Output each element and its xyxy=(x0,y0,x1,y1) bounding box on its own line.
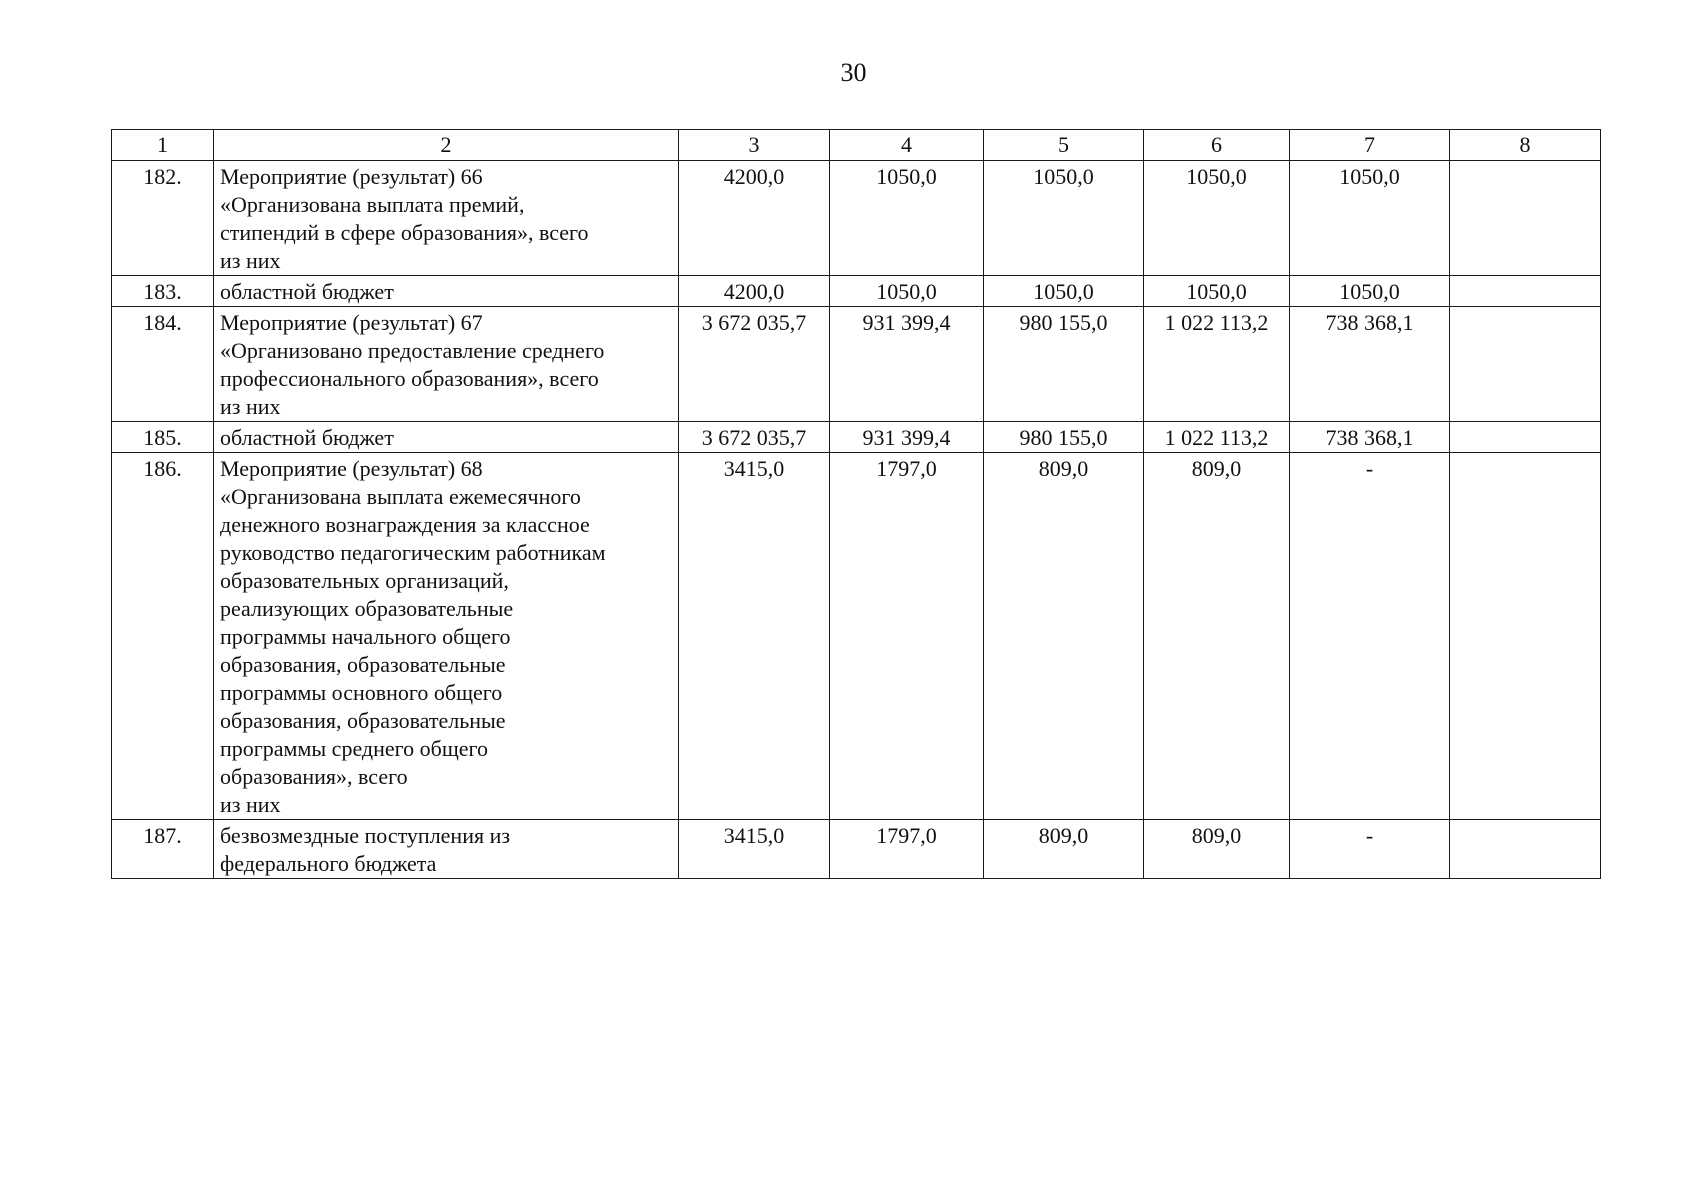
value-cell-c5: 980 155,0 xyxy=(984,422,1144,453)
value-cell-c3: 3 672 035,7 xyxy=(679,422,830,453)
description-line: образования, образовательные xyxy=(220,708,506,733)
value-cell-c8 xyxy=(1450,276,1601,307)
value-cell-c3: 4200,0 xyxy=(679,276,830,307)
value-cell-c4: 931 399,4 xyxy=(830,422,984,453)
column-header: 2 xyxy=(214,130,679,161)
description-cell xyxy=(214,161,679,276)
description-line: профессионального образования», всего xyxy=(220,366,599,391)
description-cell xyxy=(214,820,679,879)
value-cell-c7: - xyxy=(1290,453,1450,820)
description-line: стипендий в сфере образования», всего xyxy=(220,220,589,245)
description-line: образования», всего xyxy=(220,764,408,789)
description-line: программы начального общего xyxy=(220,624,511,649)
row-number-cell: 182. xyxy=(112,161,214,276)
value-cell-c6: 809,0 xyxy=(1144,820,1290,879)
description-line: из них xyxy=(220,792,281,817)
table-row xyxy=(112,453,1601,820)
value-cell-c8 xyxy=(1450,820,1601,879)
row-number-cell: 187. xyxy=(112,820,214,879)
value-cell-c6: 1 022 113,2 xyxy=(1144,422,1290,453)
value-cell-c6: 1050,0 xyxy=(1144,161,1290,276)
value-cell-c4: 1050,0 xyxy=(830,161,984,276)
column-header: 4 xyxy=(830,130,984,161)
table-header-row xyxy=(112,130,1601,161)
row-number-cell: 184. xyxy=(112,307,214,422)
table-row xyxy=(112,820,1601,879)
description-line: из них xyxy=(220,248,281,273)
value-cell-c6: 809,0 xyxy=(1144,453,1290,820)
column-header: 5 xyxy=(984,130,1144,161)
value-cell-c7: 1050,0 xyxy=(1290,276,1450,307)
column-header: 8 xyxy=(1450,130,1601,161)
value-cell-c3: 3 672 035,7 xyxy=(679,307,830,422)
value-cell-c7: 1050,0 xyxy=(1290,161,1450,276)
description-cell xyxy=(214,453,679,820)
value-cell-c8 xyxy=(1450,422,1601,453)
row-number-cell: 183. xyxy=(112,276,214,307)
value-cell-c8 xyxy=(1450,453,1601,820)
column-header: 1 xyxy=(112,130,214,161)
value-cell-c3: 3415,0 xyxy=(679,820,830,879)
description-line: реализующих образовательные xyxy=(220,596,514,621)
table-row xyxy=(112,422,1601,453)
description-cell xyxy=(214,307,679,422)
description-line: «Организовано предоставление среднего xyxy=(220,338,605,363)
value-cell-c6: 1050,0 xyxy=(1144,276,1290,307)
value-cell-c7: 738 368,1 xyxy=(1290,422,1450,453)
description-line: из них xyxy=(220,394,281,419)
value-cell-c4: 1797,0 xyxy=(830,820,984,879)
value-cell-c8 xyxy=(1450,161,1601,276)
value-cell-c4: 1797,0 xyxy=(830,453,984,820)
value-cell-c3: 3415,0 xyxy=(679,453,830,820)
value-cell-c5: 1050,0 xyxy=(984,276,1144,307)
column-header: 7 xyxy=(1290,130,1450,161)
value-cell-c5: 809,0 xyxy=(984,453,1144,820)
budget-table xyxy=(111,129,1601,879)
value-cell-c4: 931 399,4 xyxy=(830,307,984,422)
value-cell-c5: 980 155,0 xyxy=(984,307,1144,422)
value-cell-c8 xyxy=(1450,307,1601,422)
description-line: руководство педагогическим работникам xyxy=(220,540,606,565)
column-header: 3 xyxy=(679,130,830,161)
row-number-cell: 185. xyxy=(112,422,214,453)
table-row xyxy=(112,307,1601,422)
description-line: областной бюджет xyxy=(220,425,394,450)
description-line: «Организована выплата ежемесячного xyxy=(220,484,581,509)
value-cell-c7: - xyxy=(1290,820,1450,879)
table-row xyxy=(112,276,1601,307)
value-cell-c3: 4200,0 xyxy=(679,161,830,276)
value-cell-c6: 1 022 113,2 xyxy=(1144,307,1290,422)
table-body xyxy=(112,161,1601,879)
value-cell-c5: 809,0 xyxy=(984,820,1144,879)
description-line: Мероприятие (результат) 67 xyxy=(220,310,483,335)
description-line: денежного вознаграждения за классное xyxy=(220,512,590,537)
row-number-cell: 186. xyxy=(112,453,214,820)
description-line: программы среднего общего xyxy=(220,736,489,761)
description-line: программы основного общего xyxy=(220,680,503,705)
description-line: Мероприятие (результат) 68 xyxy=(220,456,483,481)
description-line: образовательных организаций, xyxy=(220,568,509,593)
description-line: федерального бюджета xyxy=(220,851,437,876)
description-cell xyxy=(214,422,679,453)
description-line: образования, образовательные xyxy=(220,652,506,677)
value-cell-c4: 1050,0 xyxy=(830,276,984,307)
description-cell xyxy=(214,276,679,307)
page-number: 30 xyxy=(840,58,867,87)
description-line: безвозмездные поступления из xyxy=(220,823,511,848)
description-line: «Организована выплата премий, xyxy=(220,192,525,217)
value-cell-c5: 1050,0 xyxy=(984,161,1144,276)
table-row xyxy=(112,161,1601,276)
column-header: 6 xyxy=(1144,130,1290,161)
description-line: Мероприятие (результат) 66 xyxy=(220,164,483,189)
description-line: областной бюджет xyxy=(220,279,394,304)
value-cell-c7: 738 368,1 xyxy=(1290,307,1450,422)
